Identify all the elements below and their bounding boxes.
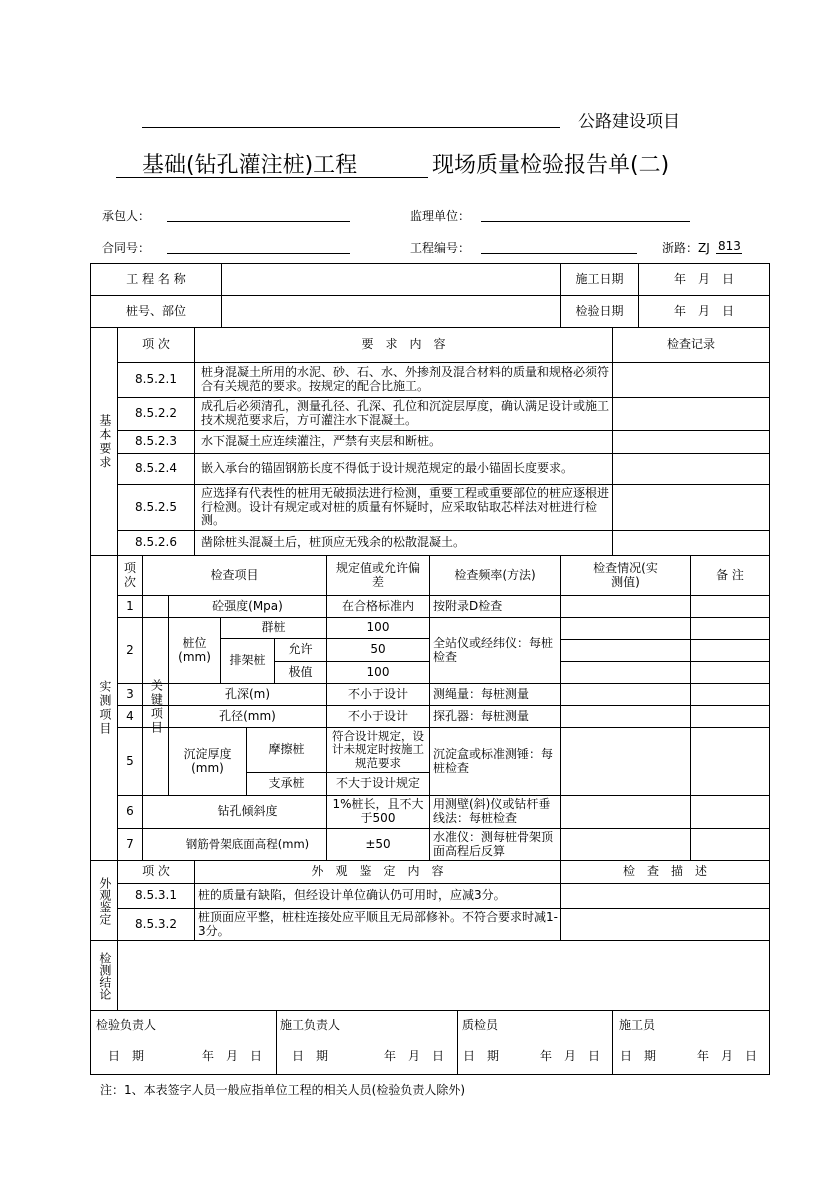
measured-col-result: 检查情况(实测值) — [593, 560, 658, 589]
signature-date-value[interactable]: 年 月 日 — [202, 1049, 263, 1063]
signature-date-value[interactable]: 年 月 日 — [540, 1049, 601, 1063]
basic-row-text: 成孔后必须清孔，测量孔径、孔深、孔位和沉淀层厚度，确认满足设计或施工技术规范要求后，方可灌注水下混凝土。 — [201, 399, 610, 427]
measured-row-freq: 沉淀盒或标准测锤：每桩检查 — [433, 746, 554, 775]
signature-role: 检验负责人 — [96, 1018, 157, 1032]
basic-row-no: 8.5.2.3 — [135, 434, 177, 449]
construction-date-value[interactable]: 年 月 日 — [673, 271, 734, 286]
measured-row-no: 2 — [126, 642, 134, 657]
contract-no-label: 合同号： — [102, 241, 151, 255]
basic-row-no: 8.5.2.1 — [135, 372, 177, 387]
inspection-date-value[interactable]: 年 月 日 — [673, 303, 734, 318]
bearing-pile-value: 不大于设计规定 — [335, 776, 420, 791]
measured-row-allow: 不小于设计 — [347, 708, 408, 723]
measured-row-freq: 水准仪：测每桩骨架顶面高程后反算 — [433, 829, 554, 858]
basic-col-item: 项 次 — [142, 337, 170, 352]
measured-row-item: 沉淀厚度(mm) — [183, 746, 232, 775]
project-no-label: 工程编号： — [410, 241, 471, 255]
measured-col-item: 检查项目 — [210, 567, 259, 582]
signature-date-value[interactable]: 年 月 日 — [697, 1049, 758, 1063]
project-suffix: 公路建设项目 — [578, 112, 680, 132]
basic-row-no: 8.5.2.4 — [135, 461, 177, 476]
basic-row-text: 应选择有代表性的桩用无破损法进行检测，重要工程或重要部位的桩应逐根进行检测。设计有规定或对桩的质量有怀疑时，应采取钻取芯样法对桩进行检测。 — [201, 485, 610, 528]
signature-date-label: 日 期 — [463, 1049, 500, 1063]
conclusion-section-label: 检测结论 — [97, 951, 112, 1000]
title-part1: 基础(钻孔灌注桩)工程 — [142, 153, 358, 178]
pile-part-value[interactable] — [222, 296, 560, 327]
extreme-value: 100 — [366, 664, 390, 679]
basic-row-text: 凿除桩头混凝土后，桩顶应无残余的松散混凝土。 — [201, 535, 466, 550]
friction-pile-value: 符合设计规定，设计未规定时按施工规范要求 — [332, 729, 424, 770]
signature-date-label: 日 期 — [620, 1049, 657, 1063]
measured-row-freq: 用测壁(斜)仪或钻杆垂线法：每桩检查 — [433, 797, 551, 825]
measured-row-item: 钻孔倾斜度 — [217, 804, 278, 819]
appearance-section-label: 外观鉴定 — [97, 876, 112, 925]
basic-col-record: 检查记录 — [666, 337, 715, 352]
measured-row-no: 4 — [126, 708, 134, 723]
conclusion-field[interactable] — [118, 941, 769, 1010]
signature-date-label: 日 期 — [108, 1049, 145, 1063]
basic-row-text: 桩身混凝土所用的水泥、砂、石、水、外掺剂及混合材料的质量和规格必须符合有关规范的要求。按规定的配合比施工。 — [201, 365, 610, 393]
measured-section-label: 实测项目 — [97, 680, 112, 736]
measured-row-allow: ±50 — [365, 836, 391, 851]
measured-row-item: 孔深(m) — [224, 686, 271, 701]
form-no-label: 浙路：ZJ — [662, 241, 710, 255]
signature-role: 施工负责人 — [280, 1018, 341, 1032]
measured-row-item: 钢筋骨架底面高程(mm) — [185, 836, 310, 851]
group-pile-value: 100 — [366, 620, 390, 635]
basic-row-text: 嵌入承台的锚固钢筋长度不得低于设计规范规定的最小锚固长度要求。 — [201, 461, 574, 476]
pile-part-label: 桩号、部位 — [125, 303, 186, 318]
measured-row-freq: 测绳量：每桩测量 — [433, 686, 530, 701]
signature-role: 施工员 — [619, 1018, 656, 1032]
basic-row-text: 水下混凝土应连续灌注，严禁有夹层和断桩。 — [201, 434, 442, 449]
project-name-label: 工 程 名 称 — [126, 271, 186, 286]
footnote: 注：1、本表签字人员一般应指单位工程的相关人员(检验负责人除外) — [100, 1083, 466, 1097]
measured-col-note: 备 注 — [716, 567, 744, 582]
signature-date-value[interactable]: 年 月 日 — [384, 1049, 445, 1063]
signature-date-label: 日 期 — [292, 1049, 329, 1063]
project-name-value[interactable] — [222, 264, 560, 295]
measured-row-no: 5 — [126, 753, 134, 768]
basic-row-no: 8.5.2.2 — [135, 406, 177, 421]
basic-section-label: 基本要求 — [97, 413, 112, 470]
extreme-label: 极值 — [288, 664, 313, 679]
measured-row-no: 3 — [126, 686, 134, 701]
appearance-col-content: 外 观 鉴 定 内 容 — [311, 864, 444, 879]
supervisor-label: 监理单位： — [410, 209, 471, 223]
measured-row-allow: 在合格标准内 — [341, 598, 414, 613]
measured-row-no: 7 — [126, 836, 134, 851]
allowed-label: 允许 — [288, 642, 313, 657]
key-items-label: 关键项目 — [149, 678, 164, 735]
appearance-col-desc: 检 查 描 述 — [622, 864, 707, 879]
basic-col-content: 要 求 内 容 — [361, 337, 446, 352]
measured-row-freq: 全站仪或经纬仪：每桩检查 — [433, 635, 554, 664]
measured-col-no: 项次 — [123, 560, 136, 589]
measured-row-item: 桩位(mm) — [178, 635, 211, 664]
contractor-label: 承包人： — [102, 209, 151, 223]
measured-row-no: 1 — [126, 598, 134, 613]
measured-row-item: 孔径(mm) — [219, 708, 276, 723]
basic-row-no: 8.5.2.6 — [135, 535, 177, 550]
measured-row-allow: 不小于设计 — [347, 686, 408, 701]
measured-row-no: 6 — [126, 804, 134, 819]
basic-row-no: 8.5.2.5 — [135, 499, 177, 514]
appearance-row-no: 8.5.3.1 — [135, 888, 177, 903]
measured-row-freq: 探孔器：每桩测量 — [433, 708, 530, 723]
bearing-pile-label: 支承桩 — [268, 776, 305, 791]
form-no-value: 813 — [718, 239, 741, 253]
measured-col-freq: 检查频率(方法) — [454, 567, 536, 582]
measured-col-allow: 规定值或允许偏差 — [335, 560, 420, 589]
friction-pile-label: 摩擦桩 — [268, 742, 305, 757]
measured-row-freq: 按附录D检查 — [433, 598, 503, 613]
appearance-col-item: 项 次 — [142, 864, 170, 879]
appearance-row-no: 8.5.3.2 — [135, 916, 177, 931]
construction-date-label: 施工日期 — [575, 271, 624, 286]
group-pile-label: 群桩 — [261, 620, 286, 635]
appearance-row-text: 桩的质量有缺陷，但经设计单位确认仍可用时，应减3分。 — [198, 888, 506, 903]
measured-row-allow: 1%桩长，且不大于500 — [332, 797, 424, 825]
measured-row-item: 砼强度(Mpa) — [212, 598, 283, 613]
allowed-value: 50 — [370, 642, 386, 657]
row-pile-label: 排架桩 — [229, 653, 266, 668]
appearance-row-text: 桩顶面应平整，桩柱连接处应平顺且无局部修补。不符合要求时减1-3分。 — [198, 909, 558, 938]
signature-role: 质检员 — [462, 1018, 499, 1032]
inspection-date-label: 检验日期 — [575, 303, 624, 318]
title-part2: 现场质量检验报告单(二) — [432, 153, 670, 178]
